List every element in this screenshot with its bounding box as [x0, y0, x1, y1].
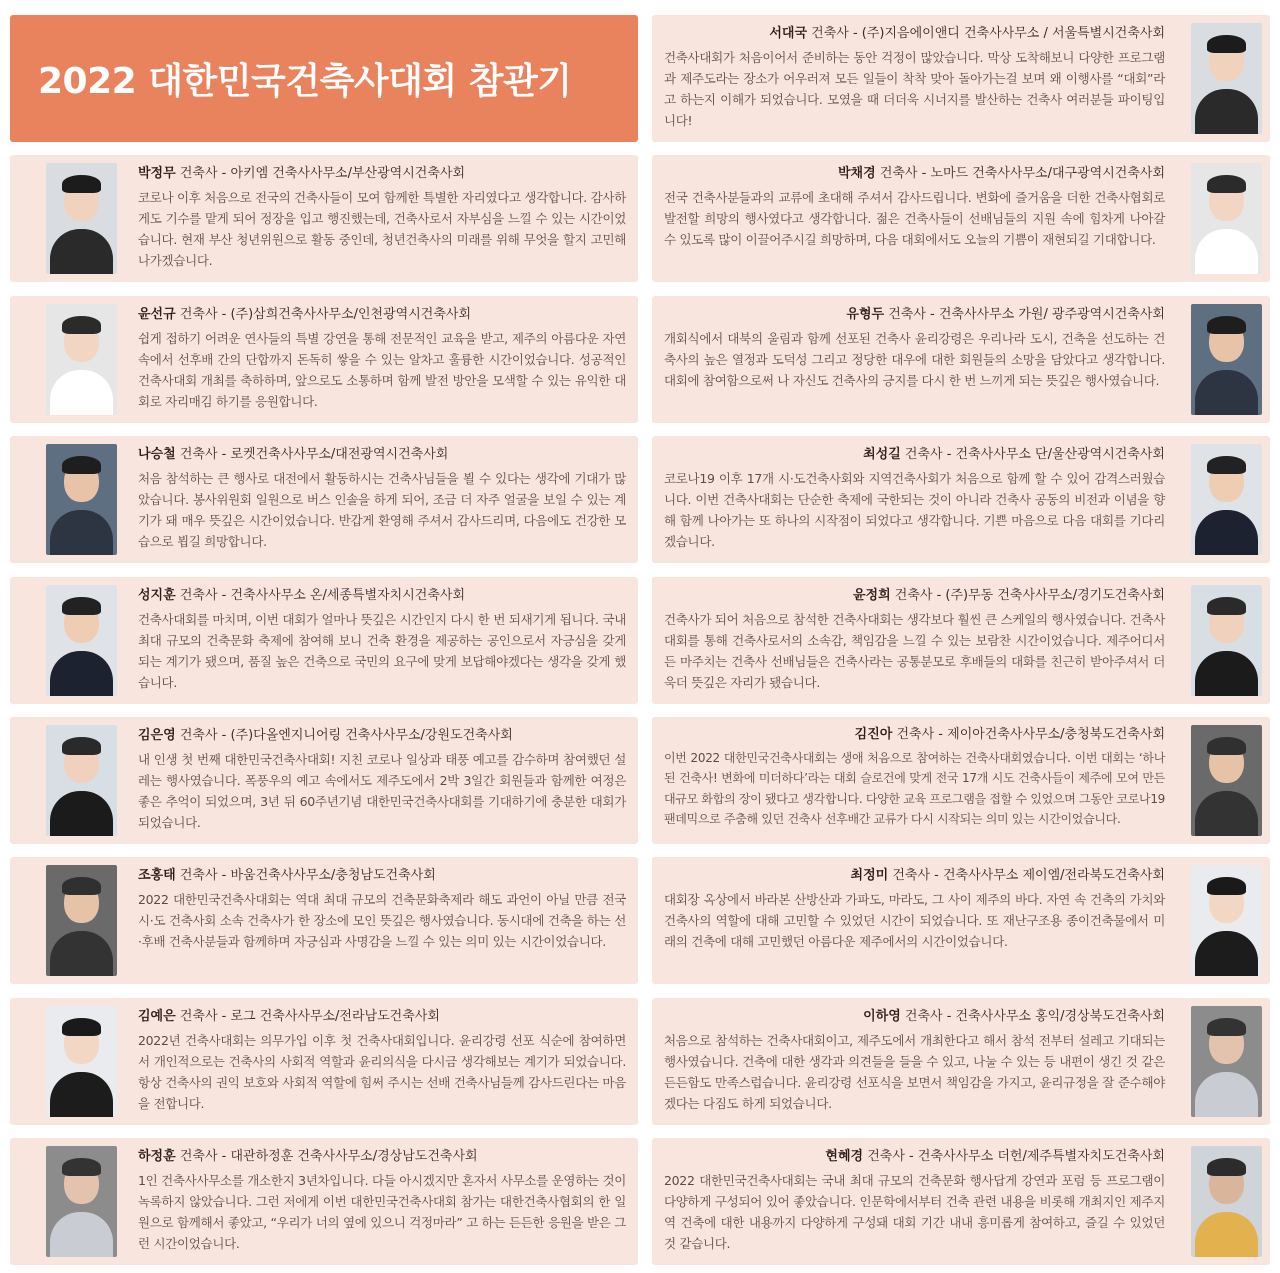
author-name: 나승철	[138, 447, 176, 462]
testimonial-text-block	[664, 865, 1165, 952]
testimonial-text-block	[138, 1146, 626, 1254]
testimonial-body: 처음 참석하는 큰 행사로 대전에서 활동하시는 건축사님들을 뵐 수 있다는 생각에 기대가 많았습니다. 봉사위원회 일원으로 버스 인솔을 하게 되어, 조금 더 자주 얼굴을 보일 수 있는 계기가 돼 매우 뜻깊은 시간이었습니다. 반갑게 환영해 주셔서 감사드리며, 다음에도 건강한 모습으로 뵙길 희망합니다.	[138, 471, 626, 549]
author-name: 윤정희	[852, 588, 891, 603]
testimonial-body: 건축사대회를 마치며, 이번 대회가 얼마나 뜻깊은 시간인지 다시 한 번 되새기게 됩니다. 국내 최대 규모의 건축문화 축제에 참여해 보니 건축 환경을 제공하는 공인으로서 자긍심을 갖게 되는 계기가 됐으며, 품질 높은 건축으로 국민의 요구에 맞게 보답해야겠다는 생각을 갖게 했습니다.	[138, 612, 626, 690]
testimonial-card	[652, 1138, 1270, 1265]
testimonial-text-block	[664, 23, 1165, 131]
testimonial-card	[10, 436, 638, 563]
testimonial-card	[10, 1138, 638, 1265]
testimonial-text-block	[138, 304, 626, 412]
testimonial-text-block	[664, 725, 1165, 829]
testimonial-body: 코로나 이후 처음으로 전국의 건축사들이 모여 함께한 특별한 자리였다고 생각합니다. 감사하게도 기수를 맡게 되어 정장을 입고 행진했는데, 건축사로서 자부심을 느낄 수 있는 시간이었습니다. 현재 부산 청년위원으로 활동 중인데, 청년건축사의 미래를 위해 무엇을 할지 고민해 나가겠습니다.	[138, 190, 626, 268]
title-banner	[10, 15, 638, 142]
author-affiliation: 건축사 - (주)무동 건축사사무소/경기도건축사회	[894, 588, 1165, 603]
author-line	[664, 585, 1165, 606]
author-name: 최정미	[850, 868, 889, 883]
testimonial-text-block	[138, 725, 626, 833]
author-line	[664, 865, 1165, 886]
testimonial-text-block	[138, 865, 626, 952]
testimonial-body: 내 인생 첫 번째 대한민국건축사대회! 지친 코로나 일상과 태풍 예고를 감수하며 참여했던 설레는 행사였습니다. 폭풍우의 예고 속에서도 제주도에서 2박 3일간 회원들과 함께한 여정은 좋은 추억이 되었으며, 3년 뒤 60주년기념 대한민국건축사대회를 기대하기에 충분한 대회가 되었습니다.	[138, 752, 626, 830]
author-name: 하정훈	[138, 1149, 176, 1164]
author-affiliation: 건축사 - 건축사사무소 제이엠/전라북도건축사회	[892, 868, 1165, 883]
portrait-photo	[1191, 1146, 1262, 1257]
testimonial-card	[652, 857, 1270, 984]
author-name: 서대국	[769, 26, 808, 41]
author-affiliation: 건축사 - 건축사사무소 더헌/제주특별자치도건축사회	[867, 1149, 1165, 1164]
author-affiliation: 건축사 - 로켓건축사사무소/대전광역시건축사회	[179, 447, 449, 462]
author-name: 김진아	[854, 727, 893, 742]
author-line	[664, 725, 1165, 745]
testimonial-card	[652, 15, 1270, 142]
testimonial-text-block	[138, 1006, 626, 1114]
testimonial-card	[652, 577, 1270, 704]
portrait-photo	[46, 163, 117, 274]
testimonial-card	[652, 998, 1270, 1125]
author-affiliation: 건축사 - (주)삼희건축사사무소/인천광역시건축사회	[179, 307, 472, 322]
portrait-photo	[46, 444, 117, 555]
author-line	[138, 1146, 626, 1167]
testimonial-card	[10, 296, 638, 423]
portrait-photo	[1191, 23, 1262, 134]
author-line	[138, 585, 626, 606]
testimonial-card	[652, 155, 1270, 282]
author-affiliation: 건축사 - 건축사사무소 온/세종특별자치시건축사회	[179, 588, 466, 603]
testimonial-text-block	[664, 444, 1165, 552]
author-line	[138, 163, 626, 184]
portrait-photo	[46, 725, 117, 836]
testimonial-body: 건축사대회가 처음이어서 준비하는 동안 걱정이 많았습니다. 막상 도착해보니 다양한 프로그램과 제주도라는 장소가 어우러져 모든 일들이 착착 맞아 돌아가는걸 보며 왜 이행사를 “대회”라고 하는지 이해가 되었습니다. 모였을 때 더더욱 시너지를 발산하는 건축사 여러분들 파이팅입니다!	[664, 50, 1165, 128]
author-affiliation: 건축사 - 아키엠 건축사사무소/부산광역시건축사회	[179, 166, 466, 181]
author-line	[664, 444, 1165, 465]
testimonial-text-block	[138, 585, 626, 693]
portrait-photo	[1191, 865, 1262, 976]
author-affiliation: 건축사 - 건축사사무소 단/울산광역시건축사회	[904, 447, 1165, 462]
author-line	[138, 444, 626, 465]
portrait-photo	[1191, 1006, 1262, 1117]
testimonial-body: 쉽게 접하기 어려운 연사들의 특별 강연을 통해 전문적인 교육을 받고, 제주의 아름다운 자연 속에서 선후배 간의 단합까지 돈독히 쌓을 수 있는 알차고 훌륭한 시간이었습니다. 성공적인 건축사대회 개최를 축하하며, 앞으로도 소통하며 함께 발전 방안을 모색할 수 있는 유익한 대회로 자리매김 하기를 응원합니다.	[138, 331, 626, 409]
author-line	[664, 23, 1165, 44]
testimonial-text-block	[664, 1146, 1165, 1254]
portrait-photo	[46, 585, 117, 696]
author-name: 조홍태	[138, 868, 176, 883]
testimonial-card	[652, 436, 1270, 563]
testimonial-text-block	[664, 163, 1165, 250]
portrait-photo	[1191, 304, 1262, 415]
portrait-photo	[46, 1006, 117, 1117]
testimonial-body: 건축사가 되어 처음으로 참석한 건축사대회는 생각보다 훨씬 큰 스케일의 행사였습니다. 건축사대회를 통해 건축사로서의 소속감, 책임감을 느낄 수 있는 보람찬 시간이었습니다. 제주어디서든 마주치는 건축사 선배님들은 건축사라는 공통분모로 후배들의 대화를 친근히 받아주셔서 더욱더 뜻깊은 자리가 됐습니다.	[664, 612, 1165, 690]
author-affiliation: 건축사 - 로그 건축사사무소/전라남도건축사회	[179, 1009, 440, 1024]
testimonial-body: 대회장 옥상에서 바라본 산방산과 가파도, 마라도, 그 사이 제주의 바다. 자연 속 건축의 가치와 건축사의 역할에 대해 고민할 수 있었던 시간이 되었습니다. 또 재난구조용 종이건축물에서 미래의 건축에 대해 고민했던 아름다운 제주에서의 시간이었습니다.	[664, 892, 1165, 949]
portrait-photo	[46, 304, 117, 415]
testimonial-card	[10, 857, 638, 984]
page-title: 2022 대한민국건축사대회 참관기	[38, 61, 572, 102]
author-name: 김예은	[138, 1009, 176, 1024]
testimonial-body: 2022년 건축사대회는 의무가입 이후 첫 건축사대회입니다. 윤리강령 선포 식순에 참여하면서 개인적으로는 건축사의 사회적 역할과 윤리의식을 다시금 생각해보는 계기가 되었습니다. 항상 건축사의 권익 보호와 사회적 역할에 힘써 주시는 선배 건축사님들께 감사드린다는 마음을 전합니다.	[138, 1033, 626, 1111]
testimonial-body: 처음으로 참석하는 건축사대회이고, 제주도에서 개최한다고 해서 참석 전부터 설레고 기대되는 행사였습니다. 건축에 대한 생각과 의견들을 들을 수 있고, 나눌 수 있는 등 내편이 생긴 것 같은 든든함도 만족스럽습니다. 윤리강령 선포식을 보면서 책임감을 가지고, 윤리규정을 잘 준수해야겠다는 다짐도 하게 되었습니다.	[664, 1033, 1165, 1111]
testimonial-text-block	[664, 304, 1165, 391]
author-name: 유형두	[846, 307, 885, 322]
author-affiliation: 건축사 - 제이아건축사사무소/충청북도건축사회	[896, 727, 1165, 742]
testimonial-card	[10, 155, 638, 282]
testimonial-card	[652, 717, 1270, 844]
author-line	[664, 1006, 1165, 1027]
portrait-photo	[1191, 163, 1262, 274]
testimonial-body: 전국 건축사분들과의 교류에 초대해 주셔서 감사드립니다. 변화에 즐거움을 더한 건축사협회로 발전할 희망의 행사였다고 생각합니다. 젊은 건축사들이 선배님들의 지원 속에 힘차게 나아갈 수 있도록 많이 이끌어주시길 희망하며, 다음 대회에서도 오늘의 기쁨이 재현되길 기대합니다.	[664, 190, 1165, 247]
author-affiliation: 건축사 - 노마드 건축사사무소/대구광역시건축사회	[879, 166, 1165, 181]
testimonial-body: 2022 대한민국건축사대회는 국내 최대 규모의 건축문화 행사답게 강연과 포럼 등 프로그램이 다양하게 구성되어 있어 좋았습니다. 인문학에서부터 건축 관련 내용을 비롯해 개최지인 제주지역 건축에 대한 내용까지 다양하게 구성돼 대회 기간 내내 흥미롭게 참여하고, 즐길 수 있었던 것 같습니다.	[664, 1173, 1165, 1251]
author-line	[138, 1006, 626, 1027]
testimonial-body: 1인 건축사사무소를 개소한지 3년차입니다. 다들 아시겠지만 혼자서 사무소를 운영하는 것이 녹록하지 않았습니다. 그런 저에게 이번 대한민국건축사대회 참가는 대한건축사협회의 한 일원으로 함께해서 좋았고, “우리가 너의 옆에 있으니 걱정마라” 고 하는 든든한 응원을 받은 그런 시간이었습니다.	[138, 1173, 626, 1251]
portrait-photo	[1191, 585, 1262, 696]
author-name: 김은영	[138, 728, 176, 743]
testimonial-card	[652, 296, 1270, 423]
portrait-photo	[1191, 444, 1262, 555]
testimonial-card	[10, 717, 638, 844]
author-affiliation: 건축사 - (주)지음에이앤디 건축사사무소 / 서울특별시건축사회	[811, 26, 1165, 41]
testimonial-text-block	[664, 1006, 1165, 1114]
author-affiliation: 건축사 - 건축사사무소 홍익/경상북도건축사회	[904, 1009, 1165, 1024]
testimonial-body: 코로나19 이후 17개 시·도건축사회와 지역건축사회가 처음으로 함께 할 수 있어 감격스러웠습니다. 이번 건축사대회는 단순한 축제에 국한되는 것이 아니라 건축사 공동의 비전과 이념을 향해 함께 나아가는 또 하나의 시작점이 되었다고 생각합니다. 기쁜 마음으로 다음 대회를 기다리겠습니다.	[664, 471, 1165, 549]
portrait-photo	[1191, 725, 1262, 836]
portrait-photo	[46, 1146, 117, 1257]
author-line	[138, 865, 626, 886]
testimonial-text-block	[664, 585, 1165, 693]
author-line	[664, 1146, 1165, 1167]
author-name: 박정무	[138, 166, 176, 181]
testimonial-text-block	[138, 444, 626, 552]
author-line	[664, 304, 1165, 325]
author-line	[664, 163, 1165, 184]
author-name: 이하영	[863, 1009, 901, 1024]
author-name: 박채경	[837, 166, 876, 181]
portrait-photo	[46, 865, 117, 976]
testimonial-card	[10, 998, 638, 1125]
author-name: 현혜경	[825, 1149, 864, 1164]
author-name: 최성길	[863, 447, 901, 462]
testimonial-body: 개회식에서 대북의 울림과 함께 선포된 건축사 윤리강령은 우리나라 도시, 건축을 선도하는 건축사의 높은 열정과 도덕성 그리고 정당한 대우에 대한 회원들의 소망을 담았다고 생각합니다. 대회에 참여함으로써 나 자신도 건축사의 긍지를 다시 한 번 느끼게 되는 뜻깊은 행사였습니다.	[664, 331, 1165, 388]
author-name: 윤선규	[138, 307, 176, 322]
testimonial-body: 이번 2022 대한민국건축사대회는 생애 처음으로 참여하는 건축사대회였습니다. 이번 대회는 ‘하나된 건축사! 변화에 미더하다’라는 대회 슬로건에 맞게 전국 17개 시도 건축사들이 제주에 모여 만든 대규모 화합의 장이 됐다고 생각합니다. 다양한 교육 프로그램을 접할 수 있었으며 그동안 코로나19 팬데믹으로 주춤해 있던 건축사 선후배간 교류가 다시 시작되는 의미 있는 시간이었습니다.	[664, 751, 1165, 826]
testimonial-text-block	[138, 163, 626, 271]
testimonial-card	[10, 577, 638, 704]
author-line	[138, 725, 626, 746]
author-line	[138, 304, 626, 325]
author-affiliation: 건축사 - 건축사사무소 가원/ 광주광역시건축사회	[888, 307, 1165, 322]
author-affiliation: 건축사 - 대관하정훈 건축사사무소/경상남도건축사회	[179, 1149, 478, 1164]
author-affiliation: 건축사 - (주)다올엔지니어링 건축사사무소/강원도건축사회	[179, 728, 513, 743]
author-affiliation: 건축사 - 바움건축사사무소/충청남도건축사회	[179, 868, 436, 883]
author-name: 성지훈	[138, 588, 176, 603]
testimonial-body: 2022 대한민국건축사대회는 역대 최대 규모의 건축문화축제라 해도 과언이 아닐 만큼 전국 시·도 건축사회 소속 건축사가 한 장소에 모인 뜻깊은 행사였습니다. 동시대에 건축을 하는 선·후배 건축사분들과 함께하며 자긍심과 사명감을 느낄 수 있는 의미 있는 시간이었습니다.	[138, 892, 626, 949]
